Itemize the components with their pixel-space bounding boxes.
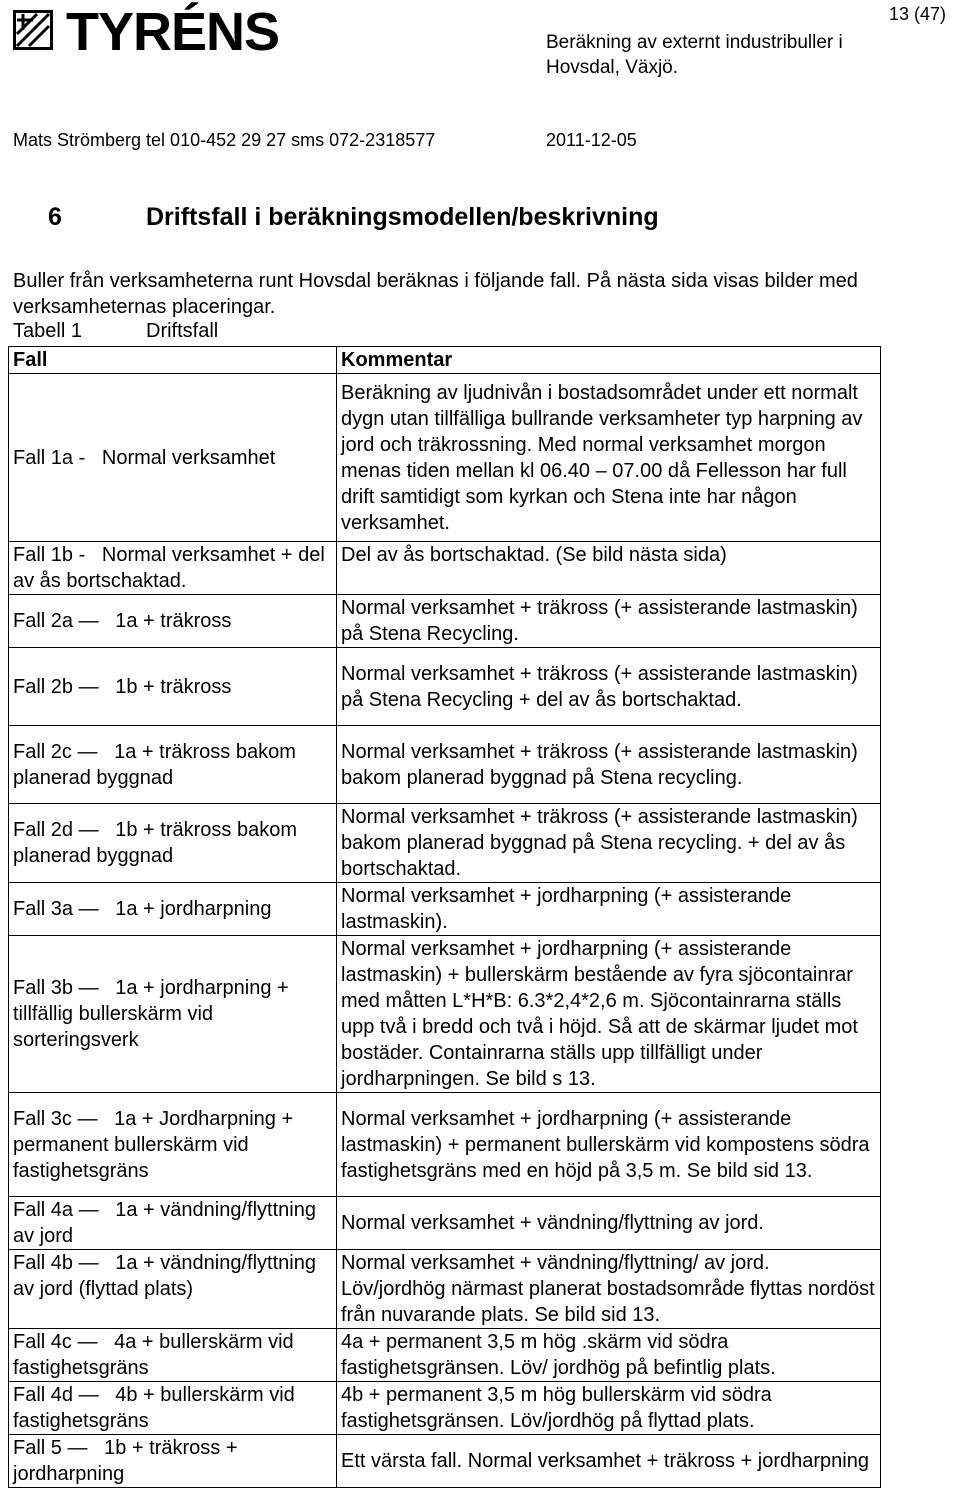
table-row bbox=[9, 1435, 881, 1488]
comment-cell: Normal verksamhet + jordharpning (+ assisterande lastmaskin). bbox=[337, 883, 881, 936]
fall-cell: Fall 2a — 1a + träkross bbox=[9, 595, 337, 648]
table-row bbox=[9, 595, 881, 648]
table-row bbox=[9, 1093, 881, 1197]
comment-cell: Normal verksamhet + jordharpning (+ assisterande lastmaskin) + bullerskärm bestående av fyra sjöcontainrar med måtten L*H*B: 6.3*2,4*2,6 m. Sjöcontainrarna ställs upp två i bredd och två i höjd. Så att de skärmar ljudet mot bostäder. Containrarna ställs upp tillfälligt under jordharpningen. Se bild s 13. bbox=[337, 936, 881, 1093]
comment-cell: Del av ås bortschaktad. (Se bild nästa sida) bbox=[337, 542, 881, 595]
comment-cell: Normal verksamhet + vändning/flyttning av jord. bbox=[337, 1197, 881, 1250]
fall-cell: Fall 3c — 1a + Jordharpning + permanent bullerskärm vid fastighetsgräns bbox=[9, 1093, 337, 1197]
table-caption-text: Driftsfall bbox=[146, 320, 219, 342]
intro-paragraph: Buller från verksamheterna runt Hovsdal beräknas i följande fall. På nästa sida visas bilder med verksamheternas placeringar. bbox=[13, 270, 858, 318]
fall-cell: Fall 1a - Normal verksamhet bbox=[9, 374, 337, 542]
fall-cell: Fall 4a — 1a + vändning/flyttning av jord bbox=[9, 1197, 337, 1250]
company-logo-text: TYRÉNS bbox=[66, 2, 280, 62]
comment-cell: Normal verksamhet + träkross (+ assisterande lastmaskin) på Stena Recycling. bbox=[337, 595, 881, 648]
fall-cell: Fall 5 — 1b + träkross + jordharpning bbox=[9, 1435, 337, 1488]
table-row bbox=[9, 542, 881, 595]
fall-cell: Fall 2c — 1a + träkross bakom planerad byggnad bbox=[9, 726, 337, 804]
fall-cell: Fall 4d — 4b + bullerskärm vid fastighetsgräns bbox=[9, 1382, 337, 1435]
table-row bbox=[9, 726, 881, 804]
table-row bbox=[9, 883, 881, 936]
page-number: 13 (47) bbox=[888, 4, 946, 24]
table-row bbox=[9, 1197, 881, 1250]
table-caption-label: Tabell 1 bbox=[13, 320, 82, 342]
comment-cell: Normal verksamhet + träkross (+ assisterande lastmaskin) bakom planerad byggnad på Stena recycling. + del av ås bortschaktad. bbox=[337, 804, 881, 883]
comment-cell: Normal verksamhet + träkross (+ assisterande lastmaskin) på Stena Recycling + del av ås bortschaktad. bbox=[337, 648, 881, 726]
fall-cell: Fall 4b — 1a + vändning/flyttning av jord (flyttad plats) bbox=[9, 1250, 337, 1329]
comment-cell: Normal verksamhet + jordharpning (+ assisterande lastmaskin) + permanent bullerskärm vid kompostens södra fastighetsgräns med en höjd på 3,5 m. Se bild sid 13. bbox=[337, 1093, 881, 1197]
comment-cell: 4a + permanent 3,5 m hög .skärm vid södra fastighetsgränsen. Löv/ jordhög på befintlig plats. bbox=[337, 1329, 881, 1382]
table-row bbox=[9, 804, 881, 883]
section-number: 6 bbox=[48, 203, 62, 231]
comment-cell: Normal verksamhet + vändning/flyttning/ av jord. Löv/jordhög närmast planerat bostadsområde flyttas nordöst från nuvarande plats. Se bild sid 13. bbox=[337, 1250, 881, 1329]
table-header-row bbox=[9, 347, 881, 374]
comment-cell: Ett värsta fall. Normal verksamhet + träkross + jordharpning bbox=[337, 1435, 881, 1488]
fall-cell: Fall 1b - Normal verksamhet + del av ås bortschaktad. bbox=[9, 542, 337, 595]
section-title: Driftsfall i beräkningsmodellen/beskrivning bbox=[146, 203, 659, 231]
fall-cell: Fall 3b — 1a + jordharpning + tillfällig bullerskärm vid sorteringsverk bbox=[9, 936, 337, 1093]
fall-cell: Fall 2b — 1b + träkross bbox=[9, 648, 337, 726]
header-fall: Fall bbox=[9, 347, 337, 374]
table-row bbox=[9, 1329, 881, 1382]
comment-cell: 4b + permanent 3,5 m hög bullerskärm vid södra fastighetsgränsen. Löv/jordhög på flyttad plats. bbox=[337, 1382, 881, 1435]
fall-cell: Fall 2d — 1b + träkross bakom planerad byggnad bbox=[9, 804, 337, 883]
table-row bbox=[9, 936, 881, 1093]
logo-mark-icon bbox=[13, 10, 53, 50]
table-row bbox=[9, 648, 881, 726]
author-contact: Mats Strömberg tel 010-452 29 27 sms 072-2318577 bbox=[13, 130, 436, 150]
table-row bbox=[9, 374, 881, 542]
fall-cell: Fall 3a — 1a + jordharpning bbox=[9, 883, 337, 936]
comment-cell: Beräkning av ljudnivån i bostadsområdet under ett normalt dygn utan tillfälliga bullrande verksamheter typ harpning av jord och träkrossning. Med normal verksamhet morgon menas tiden mellan kl 06.40 – 07.00 då Fellesson har full drift samtidigt som kyrkan och Stena inte har någon verksamhet. bbox=[337, 374, 881, 542]
table-row bbox=[9, 1382, 881, 1435]
document-date: 2011-12-05 bbox=[546, 130, 637, 150]
driftsfall-table bbox=[8, 346, 881, 1488]
comment-cell: Normal verksamhet + träkross (+ assisterande lastmaskin) bakom planerad byggnad på Stena recycling. bbox=[337, 726, 881, 804]
table-row bbox=[9, 1250, 881, 1329]
document-title: Beräkning av externt industribuller i Hovsdal, Växjö. bbox=[546, 32, 843, 78]
fall-cell: Fall 4c — 4a + bullerskärm vid fastighetsgräns bbox=[9, 1329, 337, 1382]
header-kommentar: Kommentar bbox=[337, 347, 881, 374]
